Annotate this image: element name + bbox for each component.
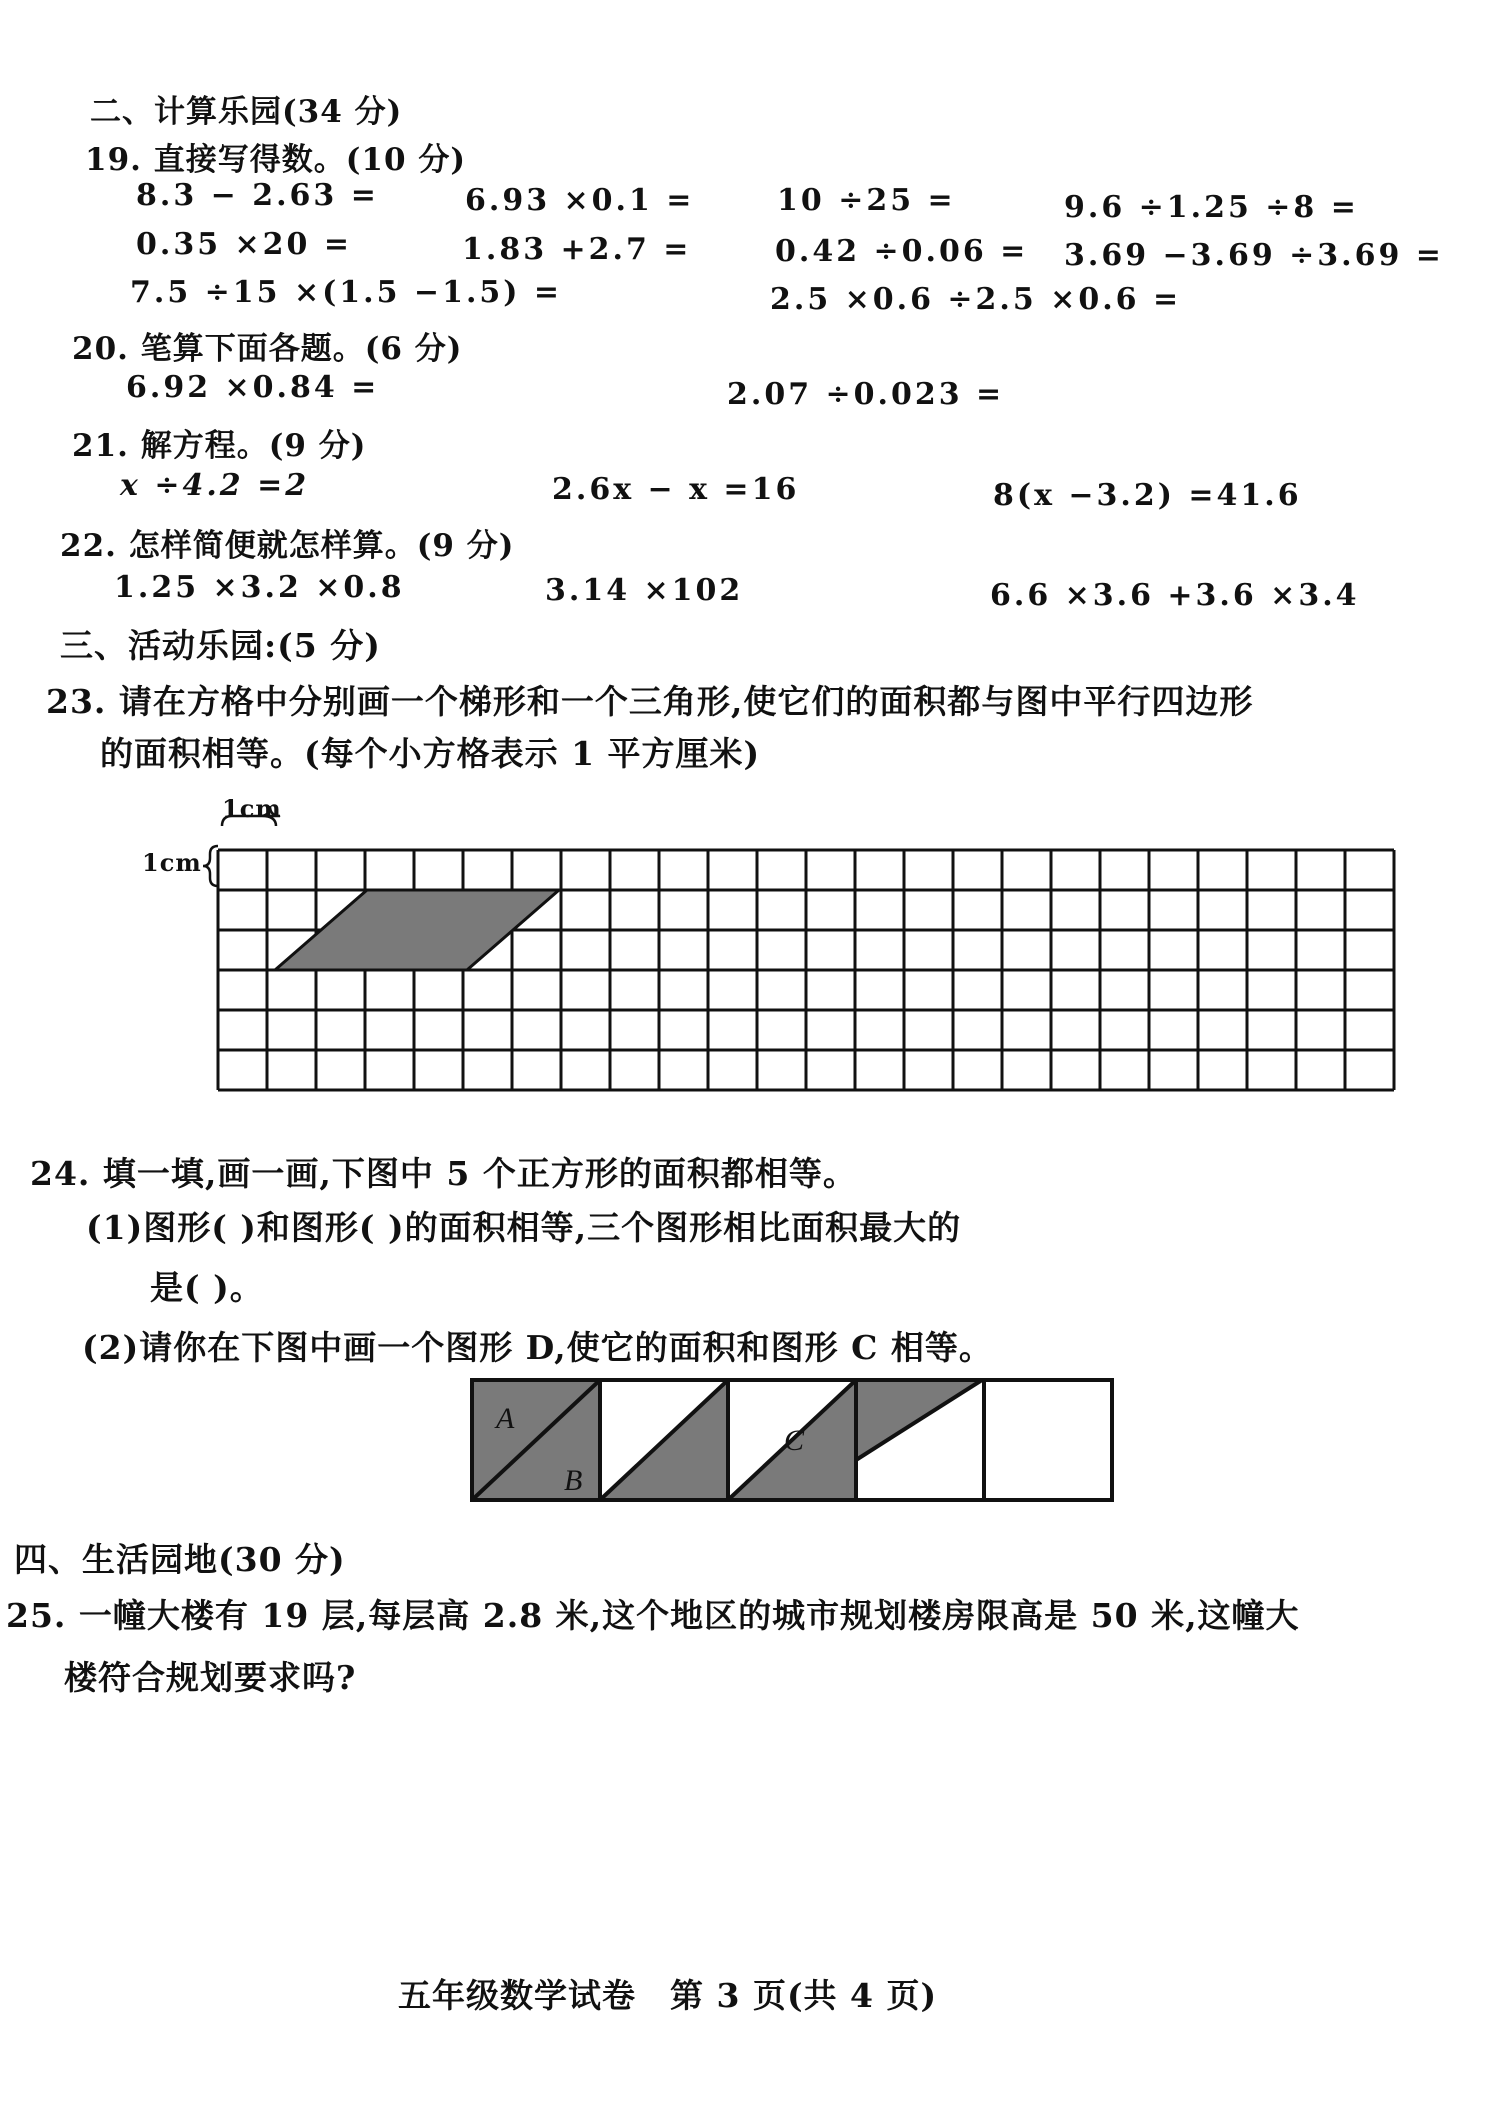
unit-label-left: 1cm (142, 848, 202, 877)
simplify-item: 6.6 ×3.6 +3.6 ×3.4 (990, 578, 1360, 613)
calc-item: 2.5 ×0.6 ÷2.5 ×0.6 = (770, 282, 1182, 317)
unit-brace-top (222, 806, 280, 826)
shape-label-a: A (496, 1402, 515, 1435)
page-footer: 五年级数学试卷 第 3 页(共 4 页) (398, 1976, 938, 2015)
question-22-title: 22. 怎样简便就怎样算。(9 分) (60, 528, 515, 564)
question-21-title: 21. 解方程。(9 分) (72, 428, 367, 464)
unit-label-top: 1cm (222, 794, 282, 823)
question-24-part1-line2: 是( )。 (150, 1268, 264, 1307)
question-20-title: 20. 笔算下面各题。(6 分) (72, 331, 463, 367)
simplify-item: 3.14 ×102 (545, 573, 744, 608)
calc-item: 6.92 ×0.84 = (126, 370, 380, 405)
section-title: 四、生活园地(30 分) (14, 1540, 346, 1579)
calc-item: 9.6 ÷1.25 ÷8 = (1064, 190, 1359, 225)
calc-item: 10 ÷25 = (777, 183, 956, 218)
calc-item: 2.07 ÷0.023 = (727, 377, 1005, 412)
section-title: 三、活动乐园:(5 分) (60, 626, 381, 665)
calc-item: 6.93 ×0.1 = (465, 183, 695, 218)
question-24-title: 24. 填一填,画一画,下图中 5 个正方形的面积都相等。 (30, 1154, 857, 1193)
question-19-title: 19. 直接写得数。(10 分) (85, 142, 466, 178)
question-24-part2: (2)请你在下图中画一个图形 D,使它的面积和图形 C 相等。 (82, 1328, 993, 1367)
calc-item: 3.69 −3.69 ÷3.69 = (1064, 238, 1444, 273)
five-squares-figure (472, 1380, 1112, 1500)
equation-item: 8(x −3.2) =41.6 (993, 478, 1302, 513)
unit-brace-left (203, 846, 218, 886)
calc-item: 7.5 ÷15 ×(1.5 −1.5) = (130, 275, 563, 310)
shape-label-c: C (784, 1424, 805, 1457)
calc-item: 0.42 ÷0.06 = (775, 234, 1029, 269)
question-25-line2: 楼符合规划要求吗? (64, 1658, 357, 1697)
equation-item: x ÷4.2 =2 (120, 468, 310, 503)
equation-item: 2.6x − x =16 (552, 472, 800, 507)
calc-item: 8.3 − 2.63 = (136, 178, 379, 213)
calc-item: 1.83 +2.7 = (462, 232, 692, 267)
question-25-line1: 25. 一幢大楼有 19 层,每层高 2.8 米,这个地区的城市规划楼房限高是 50 米,这幢大 (6, 1596, 1300, 1635)
shape-label-b: B (564, 1464, 583, 1497)
section-title: 二、计算乐园(34 分) (90, 94, 403, 130)
question-24-part1-line1: (1)图形( )和图形( )的面积相等,三个图形相比面积最大的 (86, 1208, 962, 1247)
simplify-item: 1.25 ×3.2 ×0.8 (114, 570, 405, 605)
calc-item: 0.35 ×20 = (136, 227, 352, 262)
question-23-line2: 的面积相等。(每个小方格表示 1 平方厘米) (100, 734, 761, 773)
question-23-line1: 23. 请在方格中分别画一个梯形和一个三角形,使它们的面积都与图中平行四边形 (46, 682, 1254, 721)
